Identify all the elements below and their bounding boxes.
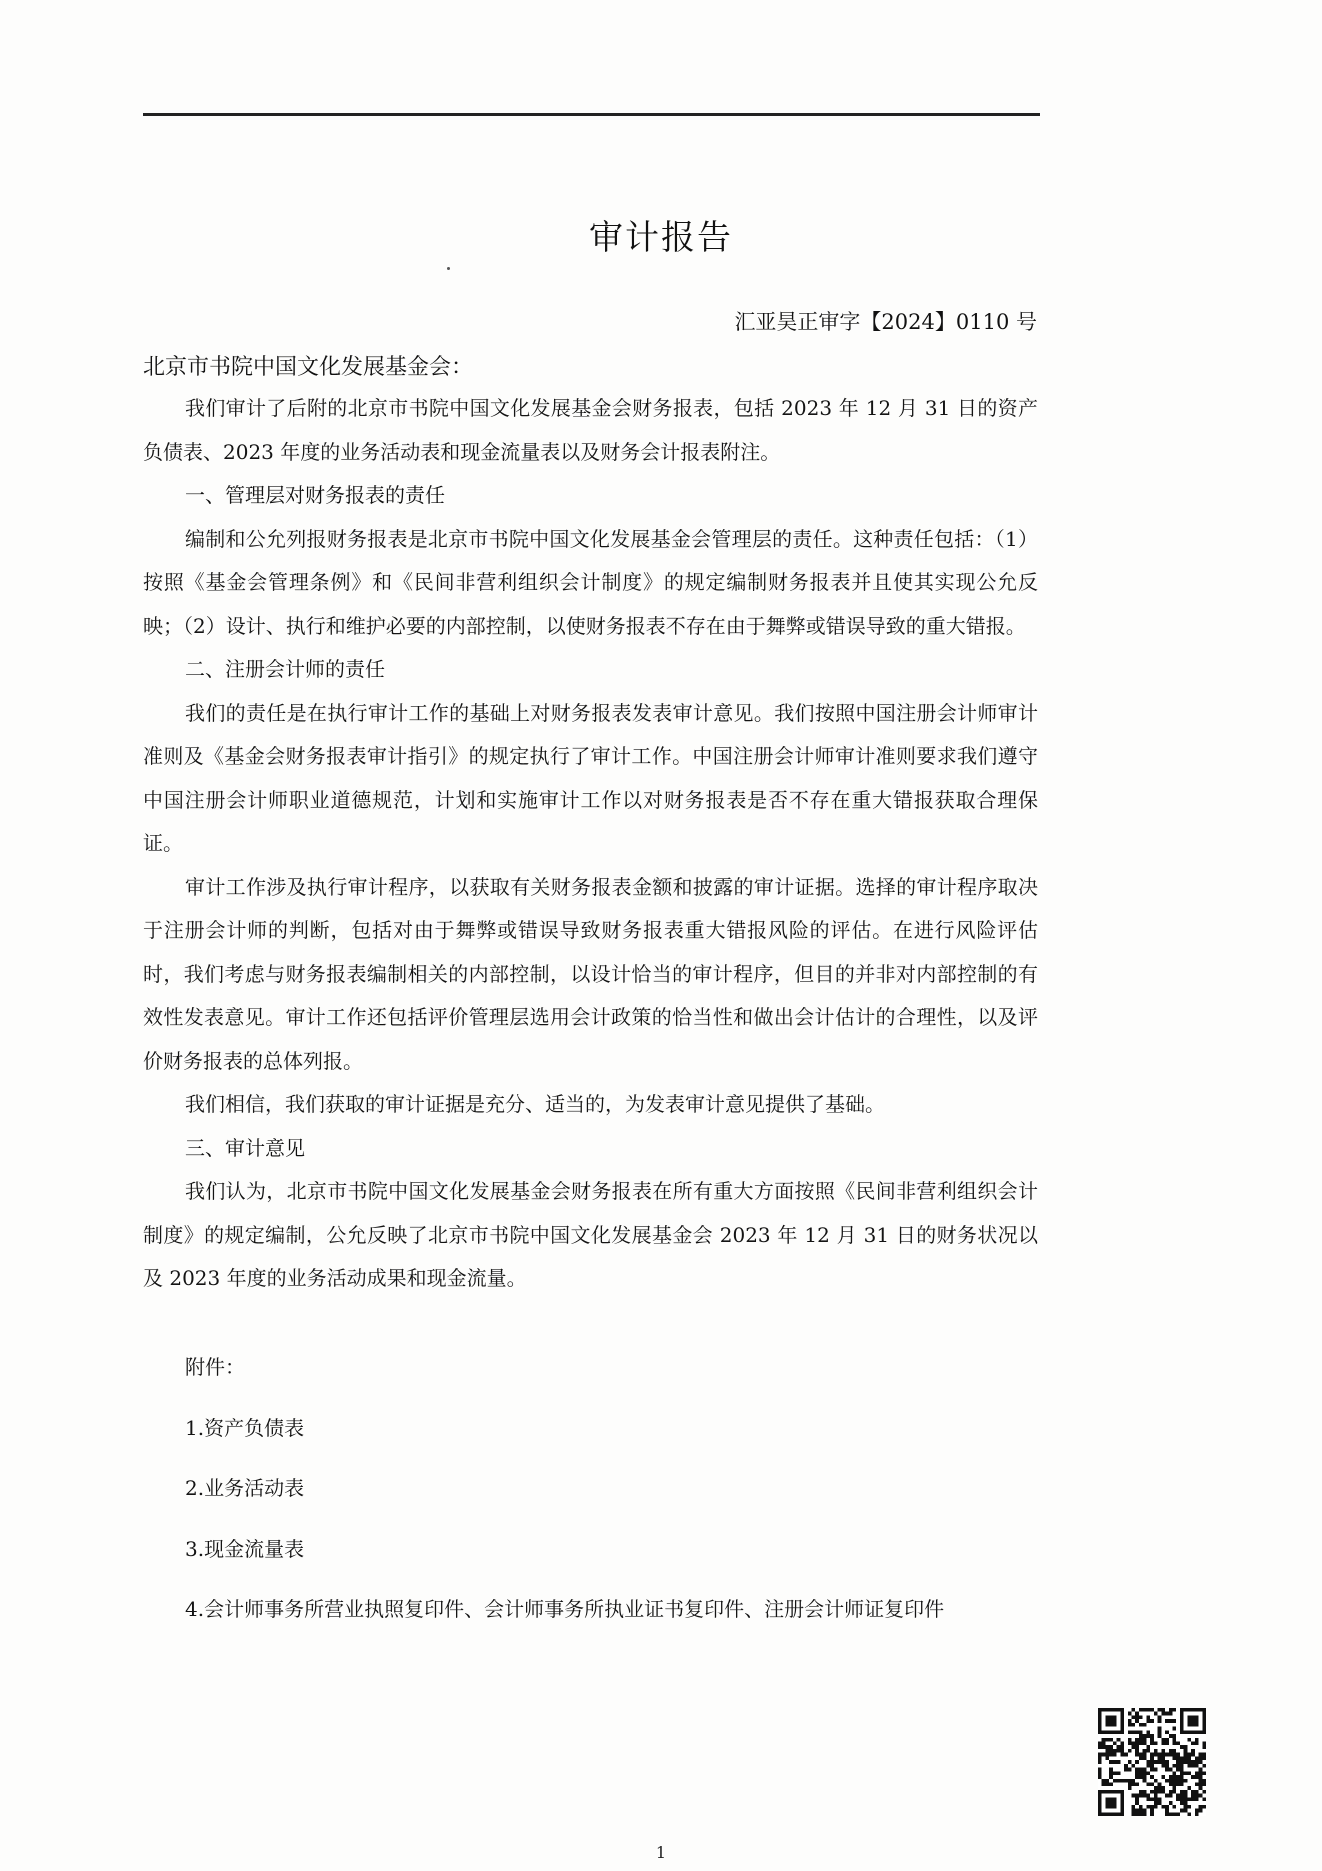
scan-speck <box>447 267 450 270</box>
attachment-item: 2.业务活动表 <box>185 1476 305 1500</box>
section-heading-management: 一、管理层对财务报表的责任 <box>185 483 445 507</box>
attachment-item: 1.资产负债表 <box>185 1415 305 1440</box>
opinion-paragraph: 我们认为，北京市书院中国文化发展基金会财务报表在所有重大方面按照《民间非营利组织会计制度》的规定编制，公允反映了北京市书院中国文化发展基金会 2023 年 12 月 31 日的财务状况以及 2023 年度的业务活动成果和现金流量。 <box>143 1179 1038 1290</box>
auditor-paragraph-3: 我们相信，我们获取的审计证据是充分、适当的，为发表审计意见提供了基础。 <box>185 1092 885 1116</box>
attachment-item: 4.会计师事务所营业执照复印件、会计师事务所执业证书复印件、注册会计师证复印件 <box>185 1597 945 1621</box>
management-paragraph: 编制和公允列报财务报表是北京市书院中国文化发展基金会管理层的责任。这种责任包括：（1）按照《基金会管理条例》和《民间非营利组织会计制度》的规定编制财务报表并且使其实现公允反映；（2）设计、执行和维护必要的内部控制，以使财务报表不存在由于舞弊或错误导致的重大错报。 <box>143 526 1038 638</box>
attachments-label: 附件： <box>185 1355 245 1379</box>
header-rule <box>143 113 1040 116</box>
page-number: 1 <box>655 1843 667 1862</box>
document-title: 审计报告 <box>589 218 733 258</box>
section-heading-auditor: 二、注册会计师的责任 <box>185 657 385 681</box>
intro-paragraph: 我们审计了后附的北京市书院中国文化发展基金会财务报表，包括 2023 年 12 月 31 日的资产负债表、2023 年度的业务活动表和现金流量表以及财务会计报表附注。 <box>143 396 1038 464</box>
attachments-list <box>185 1352 944 1655</box>
attachment-item: 3.现金流量表 <box>185 1536 305 1561</box>
addressee: 北京市书院中国文化发展基金会： <box>143 355 474 380</box>
section-heading-opinion: 三、审计意见 <box>185 1135 305 1160</box>
report-body <box>143 387 1038 1301</box>
auditor-paragraph-2: 审计工作涉及执行审计程序，以获取有关财务报表金额和披露的审计证据。选择的审计程序取决于注册会计师的判断，包括对由于舞弊或错误导致财务报表重大错报风险的评估。在进行风险评估时，我们考虑与财务报表编制相关的内部控制，以设计恰当的审计程序，但目的并非对内部控制的有效性发表意见。审计工作还包括评价管理层选用会计政策的恰当性和做出会计估计的合理性，以及评价财务报表的总体列报。 <box>143 874 1038 1073</box>
qr-code-icon <box>1098 1708 1206 1816</box>
auditor-paragraph-1: 我们的责任是在执行审计工作的基础上对财务报表发表审计意见。我们按照中国注册会计师审计准则及《基金会财务报表审计指引》的规定执行了审计工作。中国注册会计师审计准则要求我们遵守中国注册会计师职业道德规范，计划和实施审计工作以对财务报表是否不存在重大错报获取合理保证。 <box>143 700 1038 855</box>
report-number: 汇亚昊正审字【2024】0110 号 <box>734 310 1037 334</box>
